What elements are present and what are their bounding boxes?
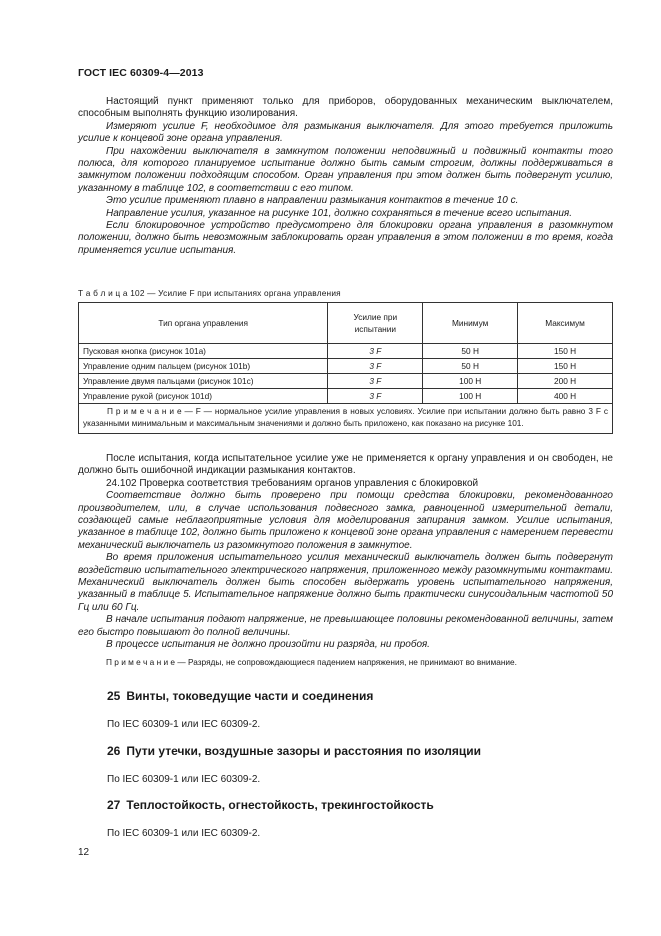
note-text: — Разряды, не сопровождающиеся падением напряжения, не принимают во внимание.	[177, 656, 517, 667]
header-type: Тип органа управления	[79, 303, 328, 344]
cell-max: 400 Н	[518, 389, 613, 404]
cell-max: 200 Н	[518, 374, 613, 389]
force-table	[78, 302, 613, 434]
cell-force: 3 F	[328, 374, 423, 389]
document-header: ГОСТ IEC 60309-4—2013	[78, 67, 204, 79]
header-force	[328, 303, 423, 344]
paragraph: Направление усилия, указанное на рисунке 101, должно сохраняться в течение всего испытания.	[106, 207, 573, 219]
cell-min: 100 Н	[423, 374, 518, 389]
header-force-line2: испытании	[354, 324, 397, 334]
page-number: 12	[78, 847, 90, 858]
section-body: По IEC 60309-1 или IEC 60309-2.	[107, 828, 261, 839]
cell-min: 100 Н	[423, 389, 518, 404]
paragraph: Это усилие применяют плавно в направлении размыкания контактов в течение 10 с.	[106, 195, 519, 207]
table-note-text: — F — нормальное усилие управления в новых условиях. Усилие при испытании должно быть равно 3 F с указанными минимальным и максимальным значениями и должно быть приложено, как показано на рисунке 101.	[83, 406, 608, 428]
section-heading-26	[107, 744, 481, 758]
table-row	[79, 374, 613, 389]
cell-force: 3 F	[328, 359, 423, 374]
table-note-prefix: П р и м е ч а н и е	[107, 406, 182, 416]
paragraph: Соответствие должно быть проверено при помощи средства блокировки, рекомендованного производителем, или, в случае использования подвесного замка, равноценной измерительной детали, создающей самые неблагоприятные условия для моделирования запирания замком. Усилие испытания, указанное в таблице 102, должно быть приложено к концевой зоне органа управления с намерением перевести механический выключатель из разомкнутого положения в замкнутое.	[78, 490, 613, 551]
cell-min: 50 Н	[423, 359, 518, 374]
note	[78, 657, 613, 668]
paragraph: Настоящий пункт применяют только для приборов, оборудованных механическим выключателем, способным выполнять функцию изолирования.	[78, 96, 613, 120]
section-title: Пути утечки, воздушные зазоры и расстояния по изоляции	[126, 744, 481, 758]
table-note	[79, 404, 613, 434]
table-row	[79, 359, 613, 374]
section-number: 27	[107, 798, 121, 812]
cell-max: 150 Н	[518, 359, 613, 374]
cell-force: 3 F	[328, 344, 423, 359]
section-number: 25	[107, 689, 121, 703]
paragraph: Измеряют усилие F, необходимое для размыкания выключателя. Для этого требуется приложить усилие к концевой зоне органа управления.	[78, 120, 613, 145]
table-caption-text: 102 — Усилие F при испытаниях органа управления	[130, 288, 341, 298]
paragraph: Во время приложения испытательного усилия механический выключатель должен быть подвергнут воздействию испытательного электрического напряжения, приложенного между разомкнутыми контактами. Механический выключатель должен быть способен выдержать уровень испытательного напряжения, указанный в таблице 5. Испытательное напряжение должно быть практически синусоидальным частотой 50 Гц или 60 Гц.	[78, 552, 613, 613]
cell-max: 150 Н	[518, 344, 613, 359]
subsection-heading: 24.102 Проверка соответствия требованиям органов управления с блокировкой	[106, 477, 479, 489]
header-min: Минимум	[423, 303, 518, 344]
header-force-line1: Усилие при	[353, 312, 398, 322]
paragraph: При нахождении выключателя в замкнутом положении неподвижный и подвижный контакты того полюса, для которого планируемое испытание должно быть самым строгим, должны поддерживаться в замкнутом положении подходящим способом. Орган управления при этом должен быть подвергнут усилию, указанному в таблице 102, в соответствии с его типом.	[78, 145, 613, 194]
section-body: По IEC 60309-1 или IEC 60309-2.	[107, 719, 261, 730]
table-caption	[78, 288, 341, 298]
header-max: Максимум	[518, 303, 613, 344]
section-heading-25	[107, 689, 373, 703]
section-title: Теплостойкость, огнестойкость, трекингостойкость	[126, 798, 434, 812]
note-prefix: П р и м е ч а н и е	[106, 656, 176, 667]
paragraph: После испытания, когда испытательное усилие уже не применяется к органу управления и он свободен, не должно быть ошибочной индикации размыкания контактов.	[78, 453, 613, 477]
cell-type: Пусковая кнопка (рисунок 101а)	[79, 344, 328, 359]
paragraph: Если блокировочное устройство предусмотрено для блокировки органа управления в разомкнутом положении, должно быть невозможным заблокировать орган управления в этом положении в то время, когда применяется усилие испытания.	[78, 220, 613, 256]
section-body: По IEC 60309-1 или IEC 60309-2.	[107, 774, 261, 785]
table-header-row	[79, 303, 613, 344]
table-note-row	[79, 404, 613, 434]
cell-type: Управление рукой (рисунок 101d)	[79, 389, 328, 404]
cell-min: 50 Н	[423, 344, 518, 359]
intro-text	[78, 96, 613, 257]
section-title: Винты, токоведущие части и соединения	[126, 689, 374, 703]
cell-type: Управление двумя пальцами (рисунок 101с)	[79, 374, 328, 389]
table-row	[79, 389, 613, 404]
cell-type: Управление одним пальцем (рисунок 101b)	[79, 359, 328, 374]
section-number: 26	[107, 744, 121, 758]
test-procedure-text	[78, 453, 613, 668]
table-row	[79, 344, 613, 359]
table-caption-prefix: Т а б л и ц а	[78, 288, 128, 298]
paragraph: В начале испытания подают напряжение, не превышающее половины рекомендованной величины, затем его быстро повышают до полной величины.	[78, 614, 613, 638]
section-heading-27	[107, 798, 434, 812]
cell-force: 3 F	[328, 389, 423, 404]
paragraph: В процессе испытания не должно произойти ни разряда, ни пробоя.	[106, 639, 430, 651]
